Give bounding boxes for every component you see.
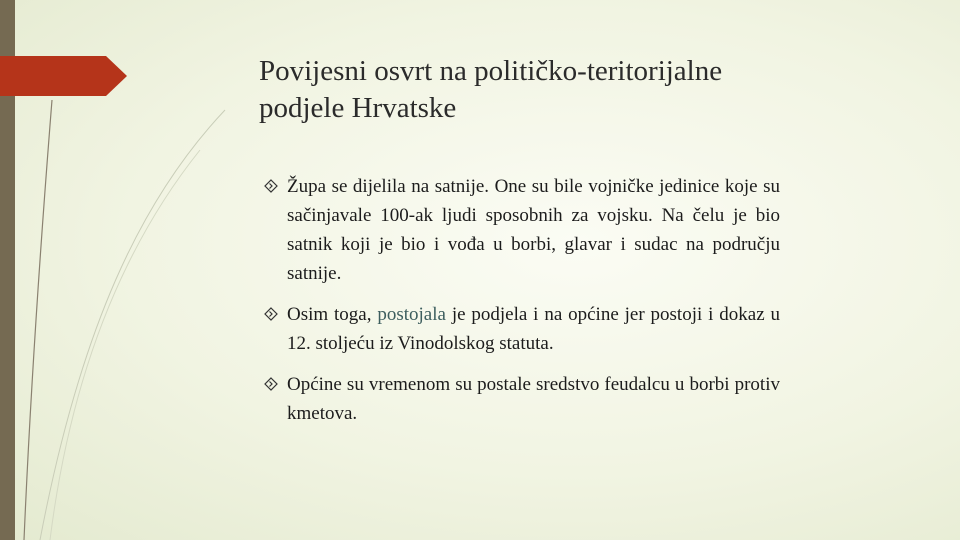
slide-title-line-1: Povijesni osvrt na političko-teritorijalne [259,55,723,87]
bullet-text: Župa se dijelila na satnije. One su bile vojničke jedinice koje su sačinjavale 100-ak ljudi sposobnih za vojsku. Na čelu je bio satnik koji je bio i vođa u borbi, glavar i sudac na području satnije. [287,176,780,284]
title-accent-arrow [0,56,130,96]
diamond-bullet-icon [264,179,278,193]
postojala-link[interactable]: postojala [377,304,446,325]
bullet-item-opcine-feudalci [264,370,780,428]
bullet-item-zupa [264,172,780,288]
bullet-text: Općine su vremenom su postale sredstvo feudalcu u borbi protiv kmetova. [287,374,780,424]
bullet-list [264,172,780,440]
slide-title-line-2: podjele Hrvatske [259,92,457,124]
diamond-bullet-icon [264,377,278,391]
slide-title [259,53,819,127]
bullet-text-after: je podjela i na općine jer postoji i dokaz u 12. stoljeću iz Vinodolskog statuta. [287,304,780,354]
bullet-item-opcine-podjela [264,300,780,358]
diamond-bullet-icon [264,307,278,321]
bullet-text-before: Osim toga, [287,304,378,325]
